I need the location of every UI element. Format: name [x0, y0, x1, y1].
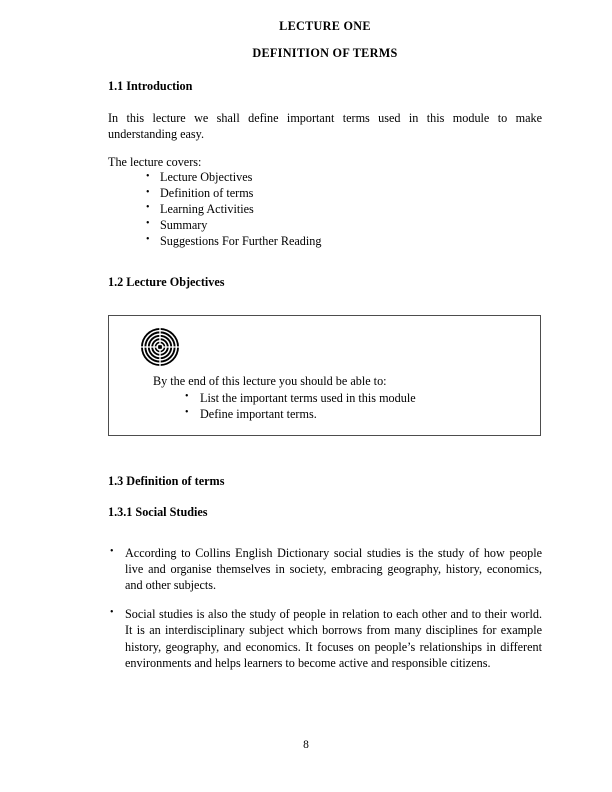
- list-item-label: According to Collins English Dictionary social studies is the study of how people live and organise themselves in society, embracing geography, history, economics, and other subjects.: [125, 545, 542, 593]
- list-item-label: Summary: [160, 217, 208, 232]
- spacer: [108, 93, 542, 110]
- list-item-label: Suggestions For Further Reading: [160, 233, 322, 248]
- lecture-covers-list: [108, 170, 542, 249]
- list-item: [146, 234, 542, 250]
- heading-lecture-objectives: 1.2 Lecture Objectives: [108, 275, 225, 290]
- list-item: [185, 406, 528, 422]
- spacer: [108, 61, 542, 79]
- objectives-body: [127, 374, 528, 422]
- heading-social-studies: 1.3.1 Social Studies: [108, 504, 208, 519]
- list-item: [185, 390, 528, 406]
- list-item: [146, 186, 542, 202]
- list-item-label: Definition of terms: [160, 186, 254, 201]
- spacer: [108, 519, 542, 545]
- spacer: [108, 488, 542, 505]
- list-item: [108, 606, 542, 671]
- list-item-label: Social studies is also the study of people in relation to each other and to their world. It is an interdisciplinary subject which borrows from many disciplines for example history, geography, and economics. It focuses on people’s relationships in different environments and helps learners to become active and responsible citizens.: [125, 607, 542, 670]
- introduction-paragraph: In this lecture we shall define important terms used in this module to make understanding easy.: [108, 110, 542, 141]
- lecture-covers-label: The lecture covers:: [108, 155, 202, 170]
- objectives-intro: By the end of this lecture you should be able to:: [153, 374, 387, 389]
- heading-definition-of-terms: 1.3 Definition of terms: [108, 473, 225, 488]
- page-title: DEFINITION OF TERMS: [252, 46, 398, 61]
- list-item: [146, 202, 542, 218]
- target-icon: [141, 328, 179, 366]
- list-item-label: List the important terms used in this module: [200, 391, 416, 406]
- heading-introduction: 1.1 Introduction: [108, 78, 193, 93]
- spacer: [108, 249, 542, 275]
- page-number: 8: [303, 739, 309, 751]
- social-studies-definition-list: [108, 545, 542, 672]
- spacer: [108, 33, 542, 47]
- spacer: [108, 289, 542, 315]
- spacer: [108, 436, 542, 474]
- page-content: [108, 20, 542, 671]
- objectives-list: [153, 390, 528, 422]
- list-item-label: Lecture Objectives: [160, 170, 253, 185]
- list-item: [146, 218, 542, 234]
- spacer: [108, 142, 542, 154]
- lecture-title: LECTURE ONE: [279, 19, 371, 33]
- list-item-label: Learning Activities: [160, 201, 254, 216]
- lecture-objectives-box: [108, 315, 541, 435]
- list-item: [146, 170, 542, 186]
- list-item: [108, 545, 542, 594]
- list-item-label: Define important terms.: [200, 407, 317, 422]
